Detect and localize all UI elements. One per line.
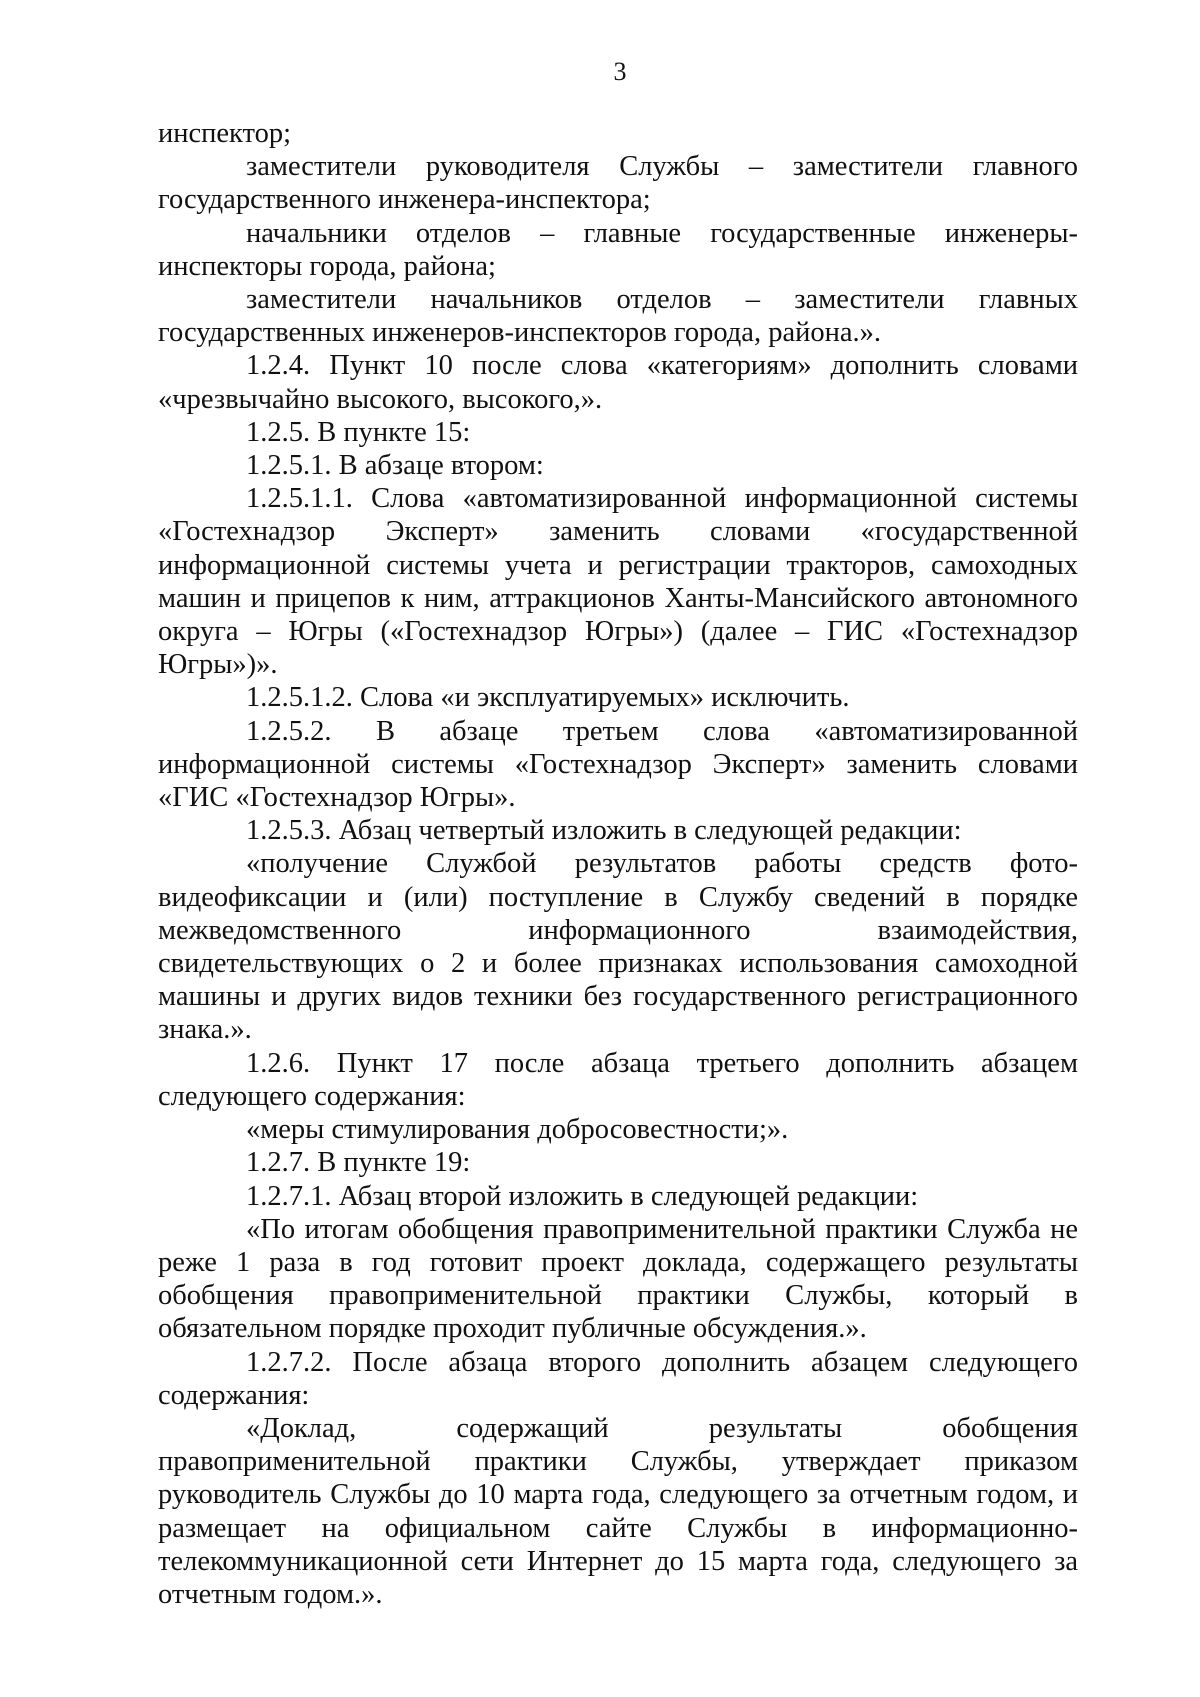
paragraph: заместители начальников отделов – заместители главных государственных инженеров-инспекторов города, района.». (158, 284, 1078, 349)
paragraph: 1.2.5.1.1. Слова «автоматизированной информационной системы «Гостехнадзор Эксперт» заменить словами «государственной информационной системы учета и регистрации тракторов, самоходных машин и прицепов к ним, аттракционов Ханты-Мансийского автономного округа – Югры («Гостехнадзор Югры») (далее – ГИС «Гостехнадзор Югры»)». (158, 483, 1078, 681)
paragraph: «Доклад, содержащий результаты обобщения правоприменительной практики Службы, утверждает приказом руководитель Службы до 10 марта года, следующего за отчетным годом, и размещает на официальном сайте Службы в информационно-телекоммуникационной сети Интернет до 15 марта года, следующего за отчетным годом.». (158, 1412, 1078, 1610)
paragraph: 1.2.5.1. В абзаце втором: (246, 450, 544, 482)
paragraph: 1.2.7. В пункте 19: (246, 1147, 471, 1179)
paragraph: «меры стимулирования добросовестности;». (246, 1114, 789, 1146)
paragraph: 1.2.7.1. Абзац второй изложить в следующей редакции: (246, 1180, 919, 1212)
paragraph: 1.2.5.1.2. Слова «и эксплуатируемых» исключить. (246, 682, 850, 714)
paragraph: 1.2.7.2. После абзаца второго дополнить абзацем следующего содержания: (158, 1346, 1078, 1411)
paragraph: «По итогам обобщения правоприменительной практики Служба не реже 1 раза в год готовит проект доклада, содержащего результаты обобщения правоприменительной практики Службы, который в обязательном порядке проходит публичные обсуждения.». (158, 1213, 1078, 1345)
paragraph: начальники отделов – главные государственные инженеры-инспекторы города, района; (158, 217, 1078, 282)
page-number: 3 (613, 57, 627, 86)
document-body (158, 117, 1078, 1611)
paragraph: «получение Службой результатов работы средств фото-видеофиксации и (или) поступление в Службу сведений в порядке межведомственного информационного взаимодействия, свидетельствующих о 2 и более признаках использования самоходной машины и других видов техники без государственного регистрационного знака.». (158, 848, 1078, 1046)
paragraph: инспектор; (158, 118, 292, 149)
paragraph: 1.2.5. В пункте 15: (246, 416, 471, 448)
paragraph: 1.2.5.2. В абзаце третьем слова «автоматизированной информационной системы «Гостехнадзор Эксперт» заменить словами «ГИС «Гостехнадзор Югры». (158, 715, 1078, 814)
paragraph: 1.2.6. Пункт 17 после абзаца третьего дополнить абзацем следующего содержания: (158, 1047, 1078, 1112)
paragraph: 1.2.4. Пункт 10 после слова «категориям» дополнить словами «чрезвычайно высокого, высокого,». (158, 350, 1078, 415)
paragraph: 1.2.5.3. Абзац четвертый изложить в следующей редакции: (246, 815, 962, 847)
paragraph: заместители руководителя Службы – заместители главного государственного инженера-инспектора; (158, 151, 1078, 216)
